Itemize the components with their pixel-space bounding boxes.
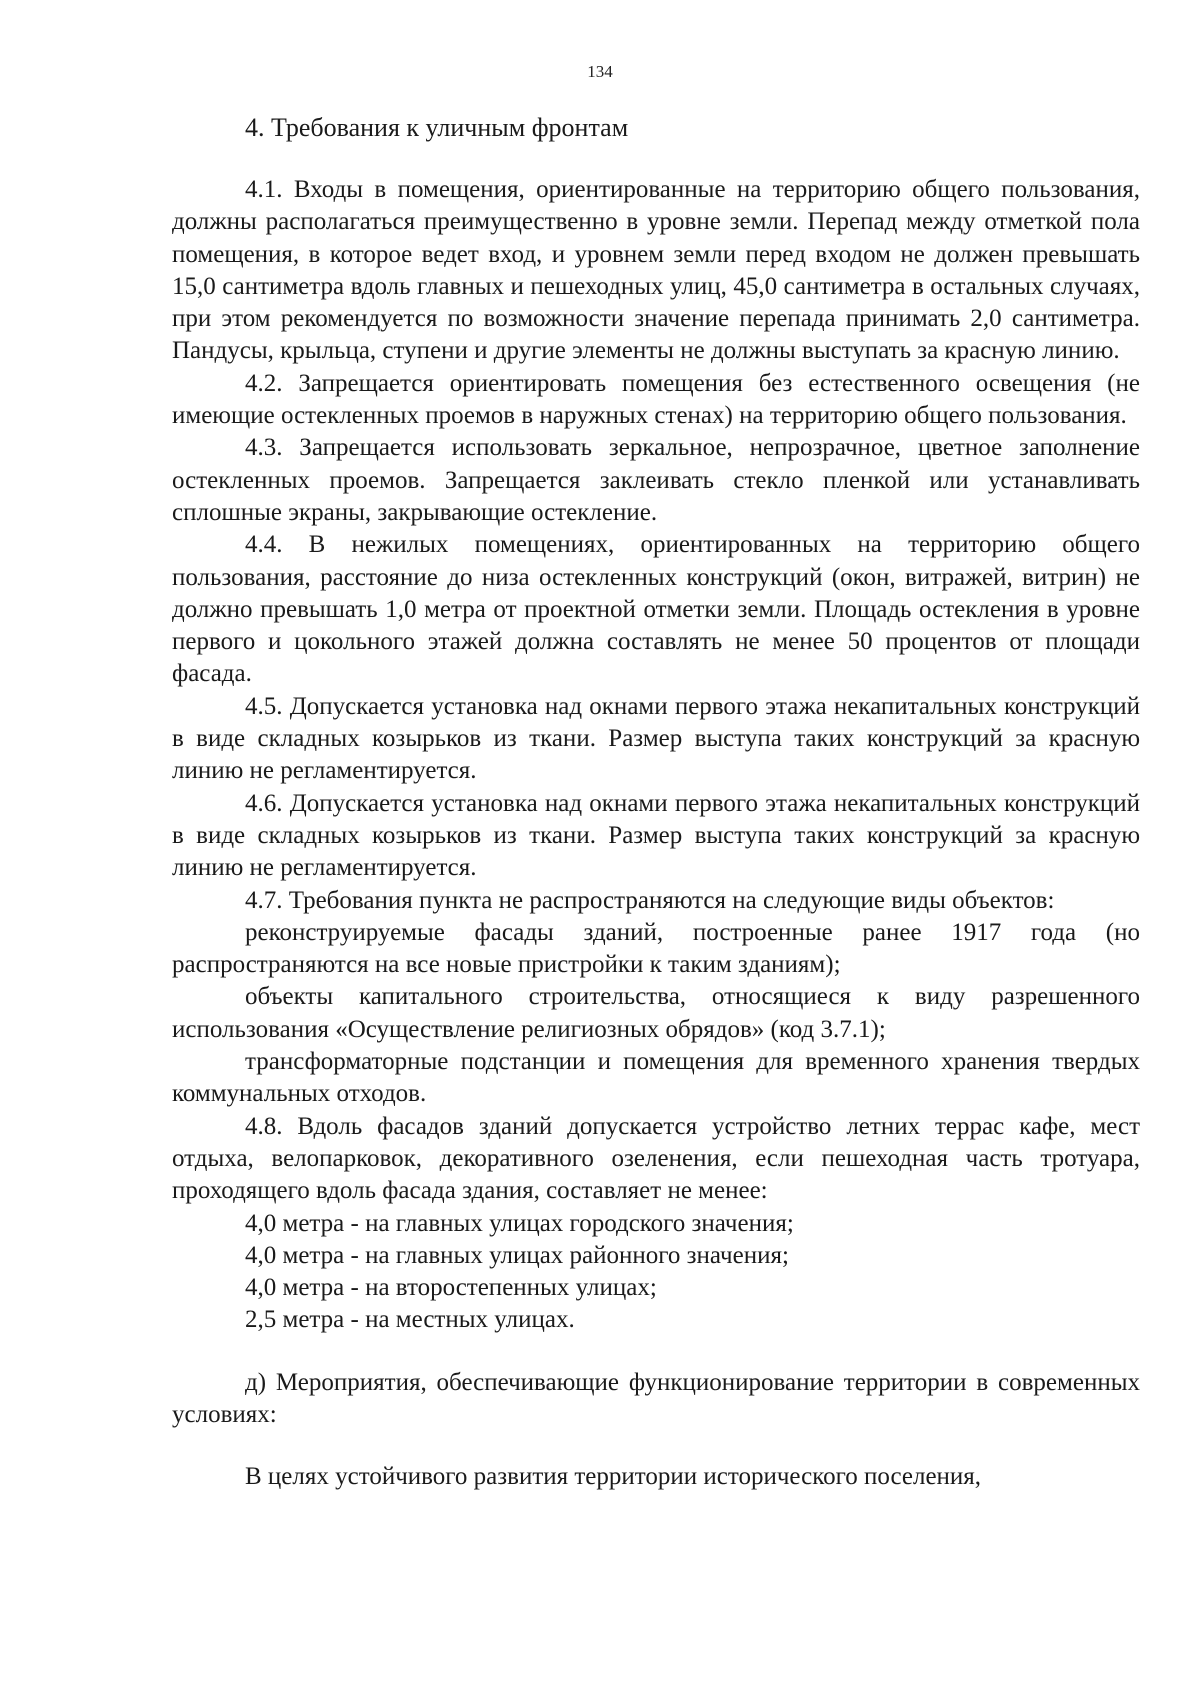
- paragraph-4-5: 4.5. Допускается установка над окнами первого этажа некапитальных конструкций в виде складных козырьков из ткани. Размер выступа таких конструкций за красную линию не регламентируется.: [172, 692, 1140, 785]
- list-item: 4,0 метра - на главных улицах районного значения;: [245, 1241, 789, 1269]
- section-d-heading: д) Мероприятия, обеспечивающие функционирование территории в современных условиях:: [172, 1368, 1140, 1428]
- paragraph-4-1: 4.1. Входы в помещения, ориентированные на территорию общего пользования, должны располагаться преимущественно в уровне земли. Перепад между отметкой пола помещения, в которое ведет вход, и уровнем земли перед входом не должен превышать 15,0 сантиметра вдоль главных и пешеходных улиц, 45,0 сантиметра в остальных случаях, при этом рекомендуется по возможности значение перепада принимать 2,0 сантиметра. Пандусы, крыльца, ступени и другие элементы не должны выступать за красную линию.: [172, 176, 1140, 365]
- paragraph-4-3: 4.3. Запрещается использовать зеркальное, непрозрачное, цветное заполнение остекленных проемов. Запрещается заклеивать стекло пленкой или устанавливать сплошные экраны, закрывающие остекление.: [172, 434, 1140, 526]
- document-body: [172, 174, 1140, 1494]
- paragraph-4-4: 4.4. В нежилых помещениях, ориентированных на территорию общего пользования, расстояние до низа остекленных конструкций (окон, витражей, витрин) не должно превышать 1,0 метра от проектной отметки земли. Площадь остекления в уровне первого и цокольного этажей должна составлять не менее 50 процентов от площади фасада.: [172, 531, 1140, 688]
- paragraph-4-6: 4.6. Допускается установка над окнами первого этажа некапитальных конструкций в виде складных козырьков из ткани. Размер выступа таких конструкций за красную линию не регламентируется.: [172, 789, 1140, 882]
- paragraph-4-7-item: объекты капитального строительства, относящиеся к виду разрешенного использования «Осуществление религиозных обрядов» (код 3.7.1);: [172, 983, 1140, 1043]
- paragraph-4-2: 4.2. Запрещается ориентировать помещения без естественного освещения (не имеющие остекленных проемов в наружных стенах) на территорию общего пользования.: [172, 369, 1140, 430]
- paragraph-4-7: 4.7. Требования пункта не распространяются на следующие виды объектов:: [245, 886, 1055, 914]
- paragraph-4-7-item: реконструируемые фасады зданий, построенные ранее 1917 года (но распространяются на все новые пристройки к таким зданиям);: [172, 918, 1140, 979]
- paragraph-4-7-item: трансформаторные подстанции и помещения для временного хранения твердых коммунальных отходов.: [172, 1048, 1140, 1108]
- list-item: 4,0 метра - на главных улицах городского значения;: [245, 1209, 794, 1237]
- list-item: 4,0 метра - на второстепенных улицах;: [245, 1274, 657, 1302]
- page-number: 134: [587, 62, 613, 81]
- section-heading: 4. Требования к уличным фронтам: [245, 113, 629, 142]
- closing-paragraph: В целях устойчивого развития территории исторического поселения,: [245, 1463, 982, 1491]
- list-item: 2,5 метра - на местных улицах.: [245, 1306, 575, 1334]
- paragraph-4-8: 4.8. Вдоль фасадов зданий допускается устройство летних террас кафе, мест отдыха, велопарковок, декоративного озеленения, если пешеходная часть тротуара, проходящего вдоль фасада здания, составляет не менее:: [172, 1112, 1140, 1205]
